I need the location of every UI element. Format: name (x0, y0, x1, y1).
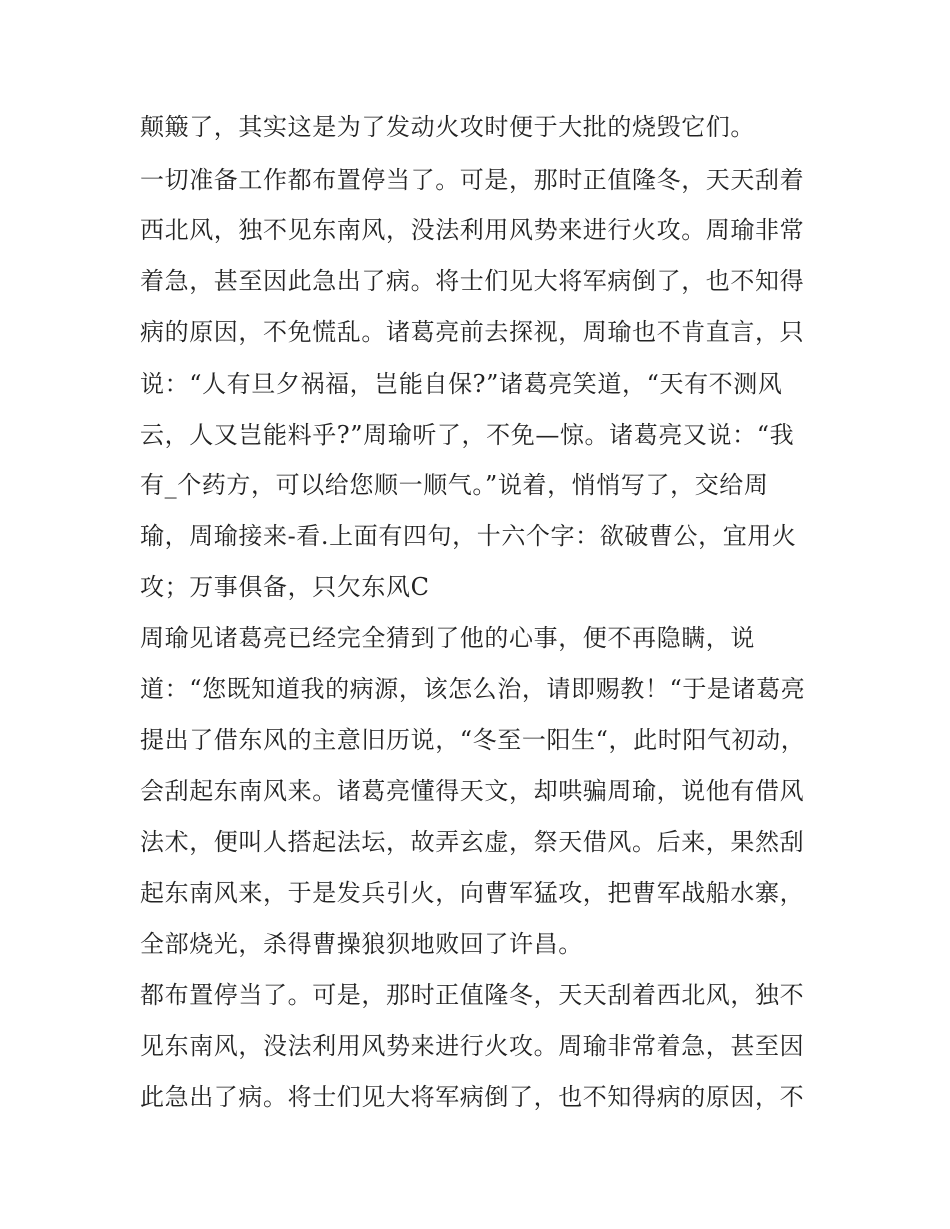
text-line: 西北风，独不见东南风，没法利用风势来进行火攻。周瑜非常 (140, 216, 805, 244)
text-line: 颠簸了，其实这是为了发动火攻时便于大批的烧毁它们。 (140, 113, 755, 141)
text-line: 瑜，周瑜接来-看.上面有四句，十六个字：欲破曹公，宜用火 (140, 522, 797, 550)
text-line: 道：“您既知道我的病源，该怎么治，请即赐教！“于是诸葛亮 (140, 675, 806, 703)
text-line: 云，人又岂能料乎?”周瑜听了，不免—惊。诸葛亮又说：“我 (140, 421, 795, 449)
text-line: 会刮起东南风来。诸葛亮懂得天文，却哄骗周瑜，说他有借风 (140, 777, 805, 805)
text-line: 此急出了病。将士们见大将军病倒了，也不知得病的原因，不 (140, 1083, 805, 1111)
text-line: 一切准备工作都布置停当了。可是，那时正值隆冬，天天刮着 (140, 166, 805, 194)
text-line: 说：“人有旦夕祸福，岂能自保?”诸葛亮笑道，“天有不测风 (140, 370, 783, 398)
text-line: 都布置停当了。可是，那时正值隆冬，天天刮着西北风，独不 (140, 981, 805, 1009)
text-line: 攻；万事俱备，只欠东风C (140, 573, 430, 601)
text-line: 有_个药方，可以给您顺一顺气。”说着，悄悄写了，交给周 (140, 471, 769, 499)
text-line: 提出了借东风的主意旧历说，“冬至一阳生“，此时阳气初动， (140, 726, 806, 754)
text-line: 法术，便叫人搭起法坛，故弄玄虚，祭天借风。后来，果然刮 (140, 828, 805, 856)
text-line: 着急，甚至因此急出了病。将士们见大将军病倒了，也不知得 (140, 267, 805, 295)
text-line: 起东南风来，于是发兵引火，向曹军猛攻，把曹军战船水寨， (140, 879, 805, 907)
text-line: 见东南风，没法利用风势来进行火攻。周瑜非常着急，甚至因 (140, 1032, 805, 1060)
text-line: 病的原因，不免慌乱。诸葛亮前去探视，周瑜也不肯直言，只 (140, 318, 805, 346)
text-line: 全部烧光，杀得曹操狼狈地败回了许昌。 (140, 930, 583, 958)
text-line: 周瑜见诸葛亮已经完全猜到了他的心事，便不再隐瞒，说 (140, 624, 755, 652)
